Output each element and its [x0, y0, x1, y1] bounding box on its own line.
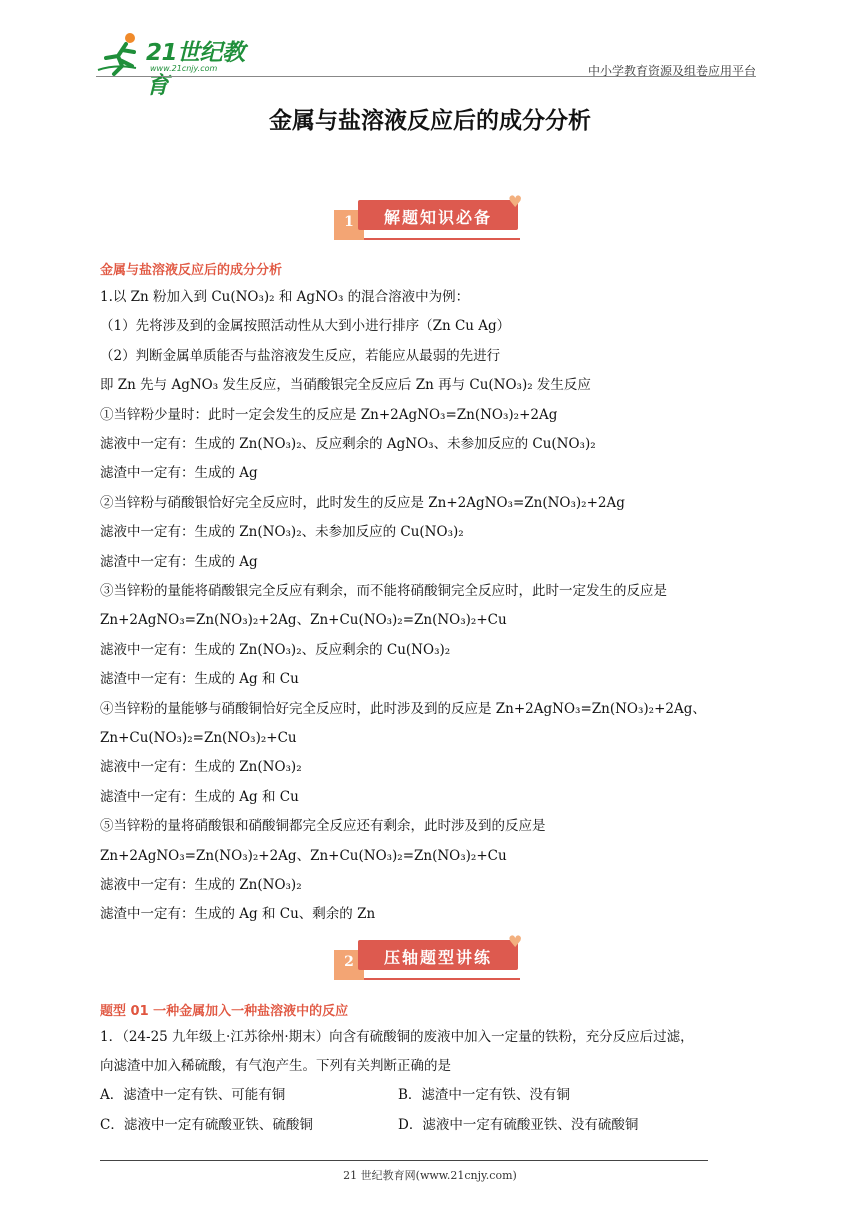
content-line: （2）判断金属单质能否与盐溶液发生反应，若能应从最弱的先进行 — [100, 347, 501, 364]
content-line: 1.以 Zn 粉加入到 Cu(NO₃)₂ 和 AgNO₃ 的混合溶液中为例： — [100, 289, 470, 305]
banner-underline — [364, 238, 520, 240]
banner-label: 压轴题型讲练 — [383, 948, 492, 967]
content-line: ②当锌粉与硝酸银恰好完全反应时，此时发生的反应是 Zn+2AgNO₃=Zn(NO₃)₂+2Ag — [100, 494, 625, 511]
content-line: 滤渣中一定有：生成的 Ag — [100, 553, 258, 570]
section-heading: 金属与盐溶液反应后的成分分析 — [100, 263, 283, 278]
content-line: Zn+Cu(NO₃)₂=Zn(NO₃)₂+Cu — [100, 730, 297, 746]
option-b: B．滤渣中一定有铁、没有铜 — [398, 1087, 570, 1103]
page-header — [96, 30, 756, 99]
banner-underline — [364, 978, 520, 980]
content-line: ①当锌粉少量时：此时一定会发生的反应是 Zn+2AgNO₃=Zn(NO₃)₂+2Ag — [100, 406, 558, 423]
logo-url: www.21cnjy.com — [150, 64, 218, 73]
header-divider — [96, 76, 756, 77]
question-line: 1．（24-25 九年级上·江苏徐州·期末）向含有硫酸铜的废液中加入一定量的铁粉，充分反应后过滤， — [100, 1029, 694, 1045]
page-title: 金属与盐溶液反应后的成分分析 — [269, 108, 591, 134]
content-line: 滤渣中一定有：生成的 Ag — [100, 465, 258, 482]
content-line: 滤液中一定有：生成的 Zn(NO₃)₂、反应剩余的 Cu(NO₃)₂ — [100, 641, 451, 658]
heart-icon: ♥ — [508, 932, 523, 951]
question-line: 向滤渣中加入稀硫酸，有气泡产生。下列有关判断正确的是 — [100, 1058, 451, 1074]
option-d: D．滤液中一定有硫酸亚铁、没有硫酸铜 — [398, 1117, 639, 1133]
content-line: 滤渣中一定有：生成的 Ag 和 Cu — [100, 788, 299, 805]
heart-icon: ♥ — [508, 192, 523, 211]
platform-name: 中小学教育资源及组卷应用平台 — [587, 64, 756, 78]
content-line: ⑤当锌粉的量将硝酸银和硝酸铜都完全反应还有剩余，此时涉及到的反应是 — [100, 818, 546, 835]
banner-number: 2 — [344, 954, 354, 970]
runner-logo-icon — [96, 30, 148, 78]
content-line: 滤渣中一定有：生成的 Ag 和 Cu — [100, 671, 299, 688]
question-type-heading: 题型 01 一种金属加入一种盐溶液中的反应 — [100, 1004, 349, 1019]
content-line: ③当锌粉的量能将硝酸银完全反应有剩余，而不能将硝酸铜完全反应时，此时一定发生的反应是 — [100, 583, 667, 599]
content-line: ④当锌粉的量能够与硝酸铜恰好完全反应时，此时涉及到的反应是 Zn+2AgNO₃=Zn(NO₃)₂+2Ag、 — [100, 700, 706, 717]
logo-text: 21世纪教育 — [146, 40, 245, 99]
content-line: 滤液中一定有：生成的 Zn(NO₃)₂ — [100, 759, 302, 776]
banner-label: 解题知识必备 — [383, 208, 492, 227]
option-a: A．滤渣中一定有铁、可能有铜 — [100, 1087, 286, 1103]
banner-number: 1 — [344, 214, 354, 230]
content-line: 滤渣中一定有：生成的 Ag 和 Cu、剩余的 Zn — [100, 906, 376, 923]
section-banner-1 — [334, 192, 530, 248]
content-line: 滤液中一定有：生成的 Zn(NO₃)₂、反应剩余的 AgNO₃、未参加反应的 Cu(NO₃)₂ — [100, 436, 596, 452]
section-banner-2 — [334, 932, 530, 988]
footer-text: 21 世纪教育网(www.21cnjy.com) — [343, 1169, 517, 1182]
content-line: Zn+2AgNO₃=Zn(NO₃)₂+2Ag、Zn+Cu(NO₃)₂=Zn(NO₃)₂+Cu — [100, 847, 507, 864]
logo — [96, 30, 266, 99]
content-line: 滤液中一定有：生成的 Zn(NO₃)₂、未参加反应的 Cu(NO₃)₂ — [100, 524, 464, 541]
content-line: 即 Zn 先与 AgNO₃ 发生反应，当硝酸银完全反应后 Zn 再与 Cu(NO₃)₂ 发生反应 — [100, 377, 591, 394]
content-line: Zn+2AgNO₃=Zn(NO₃)₂+2Ag、Zn+Cu(NO₃)₂=Zn(NO₃)₂+Cu — [100, 612, 507, 629]
footer-divider — [100, 1160, 708, 1161]
content-line: （1）先将涉及到的金属按照活动性从大到小进行排序（Zn Cu Ag） — [100, 318, 511, 335]
option-c: C．滤液中一定有硫酸亚铁、硫酸铜 — [100, 1117, 313, 1133]
content-line: 滤液中一定有：生成的 Zn(NO₃)₂ — [100, 877, 302, 893]
